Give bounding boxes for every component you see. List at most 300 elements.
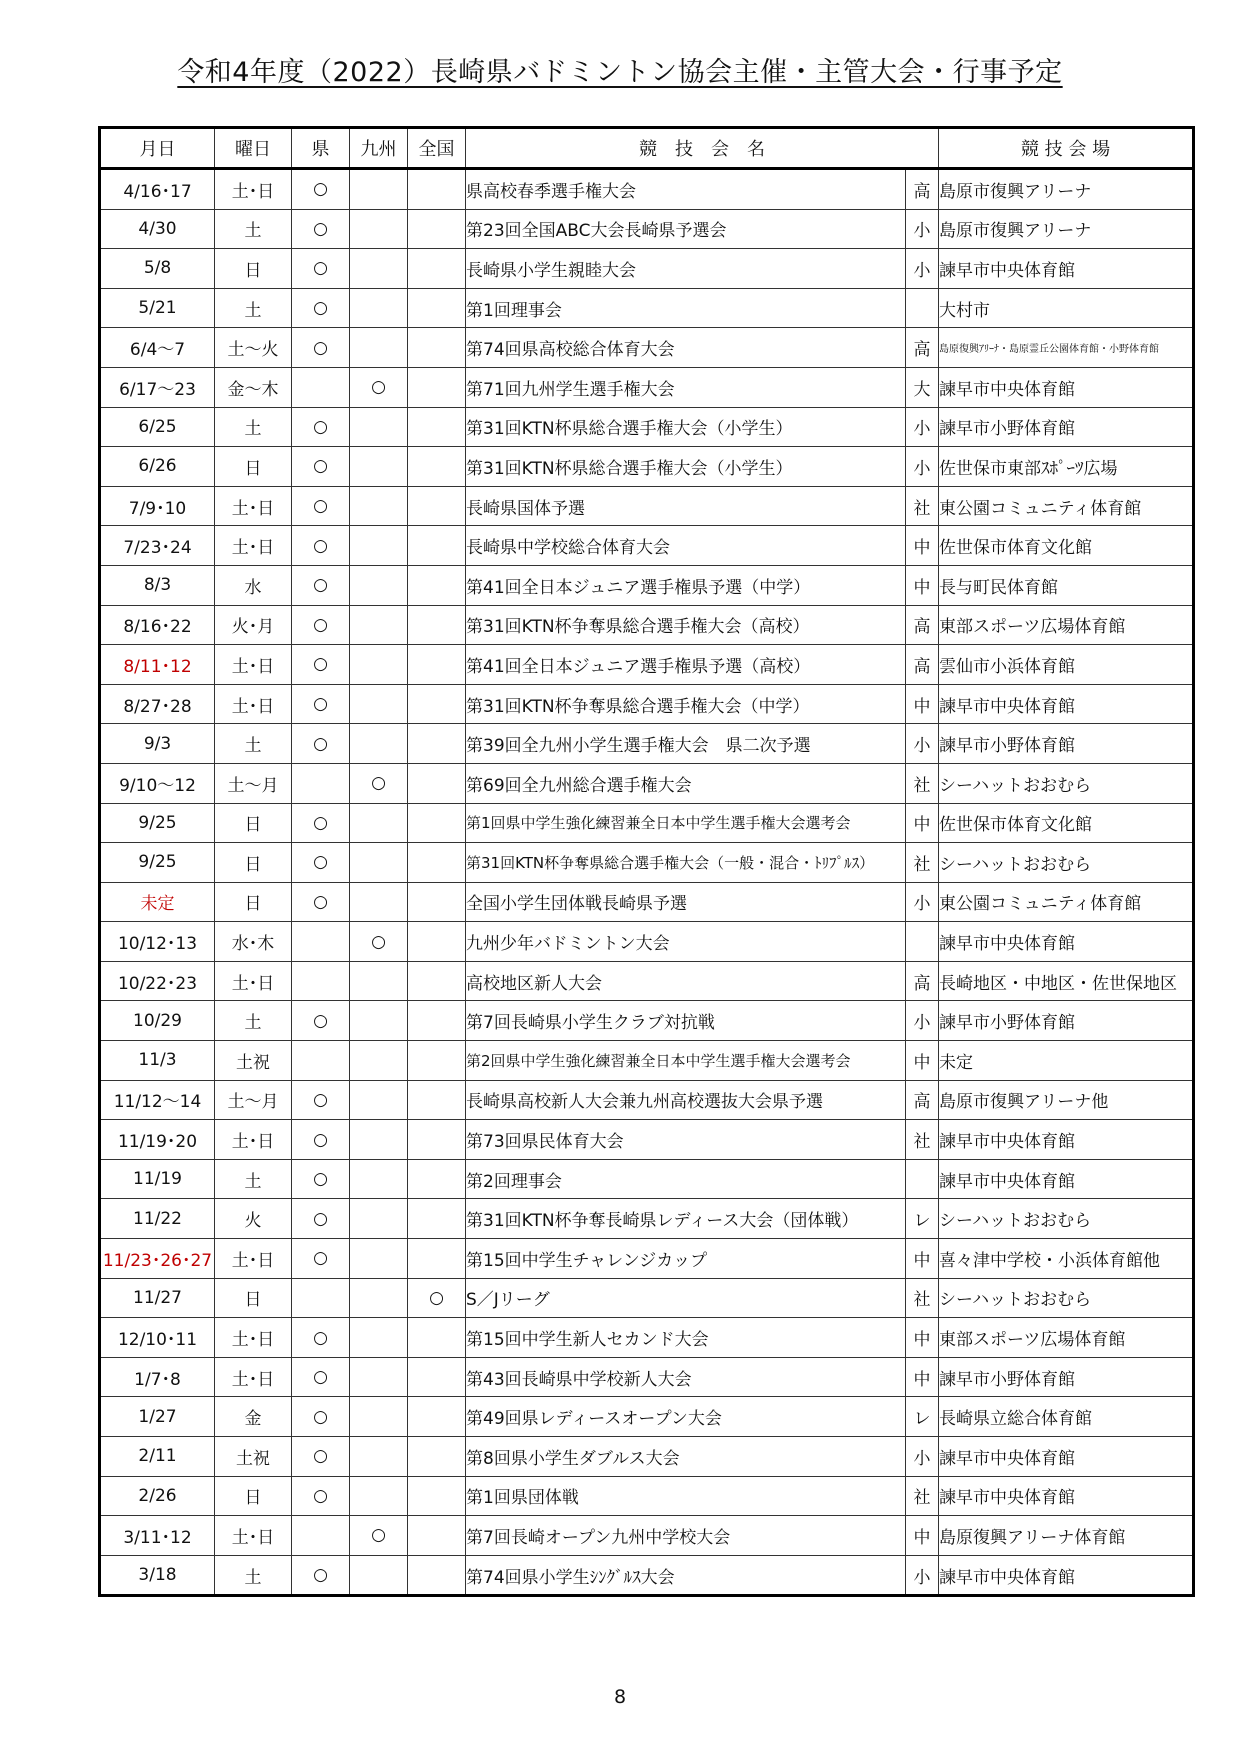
event-name: 第7回長崎オープン九州中学校大会 (466, 1516, 906, 1556)
venue-cell: 諫早市中央体育館 (939, 1476, 1194, 1516)
day-cell: 土〜火 (215, 328, 292, 368)
day-cell: 火 (215, 1199, 292, 1239)
ken-mark: ○ (292, 1199, 350, 1239)
table-row (100, 169, 1194, 210)
table-row (100, 1159, 1194, 1199)
date-cell: 5/8 (100, 249, 215, 289)
ken-mark: ○ (292, 724, 350, 764)
event-name: 長崎県高校新人大会兼九州高校選抜大会県予選 (466, 1080, 906, 1120)
zenkoku-mark (408, 961, 466, 1001)
ken-mark: ○ (292, 684, 350, 724)
ken-mark: ○ (292, 1001, 350, 1041)
ken-mark: ○ (292, 486, 350, 526)
date-cell: 6/17〜23 (100, 367, 215, 407)
venue-cell: 雲仙市小浜体育館 (939, 645, 1194, 685)
table-row (100, 1318, 1194, 1358)
event-name: 第41回全日本ジュニア選手権県予選（高校） (466, 645, 906, 685)
table-row (100, 328, 1194, 368)
date-cell: 9/25 (100, 803, 215, 843)
venue-cell: 東公園コミュニティ体育館 (939, 882, 1194, 922)
event-name: 第31回KTN杯争奪長崎県レディース大会（団体戦） (466, 1199, 906, 1239)
zenkoku-mark (408, 1516, 466, 1556)
venue-cell: シーハットおおむら (939, 1199, 1194, 1239)
kyushu-mark (350, 1080, 408, 1120)
kyushu-mark (350, 249, 408, 289)
category-cell: 高 (906, 169, 939, 210)
day-cell: 金〜木 (215, 367, 292, 407)
category-cell: 小 (906, 407, 939, 447)
day-cell: 水･木 (215, 922, 292, 962)
event-name: 第31回KTN杯争奪県総合選手権大会（一般・混合・ﾄﾘﾌﾟﾙｽ） (466, 843, 906, 883)
category-cell: 小 (906, 724, 939, 764)
ken-mark: ○ (292, 169, 350, 210)
event-name: 第2回理事会 (466, 1159, 906, 1199)
ken-mark: ○ (292, 1120, 350, 1160)
kyushu-mark (350, 328, 408, 368)
kyushu-mark (350, 843, 408, 883)
page-title-text: 令和4年度（2022）長崎県バドミントン協会主催・主管大会・行事予定 (177, 57, 1063, 88)
zenkoku-mark (408, 645, 466, 685)
date-cell: 11/19 (100, 1159, 215, 1199)
table-row (100, 1555, 1194, 1596)
zenkoku-mark (408, 169, 466, 210)
date-cell: 11/22 (100, 1199, 215, 1239)
day-cell: 土 (215, 724, 292, 764)
venue-cell: 大村市 (939, 288, 1194, 328)
event-name: 県高校春季選手権大会 (466, 169, 906, 210)
date-cell: 6/25 (100, 407, 215, 447)
category-cell: 中 (906, 803, 939, 843)
page-number: 8 (613, 1686, 627, 1708)
zenkoku-mark (408, 1357, 466, 1397)
zenkoku-mark (408, 1476, 466, 1516)
category-cell: レ (906, 1199, 939, 1239)
date-cell: 8/3 (100, 565, 215, 605)
day-cell: 土祝 (215, 1437, 292, 1477)
ken-mark (292, 961, 350, 1001)
header-kyushu: 九州 (350, 128, 408, 169)
table-row (100, 961, 1194, 1001)
venue-cell: 諫早市中央体育館 (939, 1120, 1194, 1160)
date-cell: 12/10･11 (100, 1318, 215, 1358)
day-cell: 土 (215, 1555, 292, 1596)
kyushu-mark (350, 447, 408, 487)
ken-mark: ○ (292, 565, 350, 605)
venue-cell: 諫早市小野体育館 (939, 1001, 1194, 1041)
kyushu-mark (350, 486, 408, 526)
kyushu-mark (350, 1239, 408, 1279)
date-cell: 11/23･26･27 (100, 1239, 215, 1279)
date-cell: 8/27･28 (100, 684, 215, 724)
kyushu-mark (350, 1437, 408, 1477)
date-cell: 8/16･22 (100, 605, 215, 645)
header-day: 曜日 (215, 128, 292, 169)
venue-cell: 東部スポーツ広場体育館 (939, 605, 1194, 645)
date-cell: 6/26 (100, 447, 215, 487)
venue-cell: シーハットおおむら (939, 763, 1194, 803)
table-row (100, 565, 1194, 605)
ken-mark: ○ (292, 288, 350, 328)
day-cell: 土･日 (215, 645, 292, 685)
table-row (100, 1476, 1194, 1516)
venue-cell: 島原復興アリーナ体育館 (939, 1516, 1194, 1556)
kyushu-mark (350, 1357, 408, 1397)
header-venue: 競 技 会 場 (939, 128, 1194, 169)
table-row (100, 843, 1194, 883)
venue-cell: 未定 (939, 1041, 1194, 1081)
kyushu-mark (350, 1001, 408, 1041)
venue-cell: 諫早市中央体育館 (939, 367, 1194, 407)
kyushu-mark (350, 1159, 408, 1199)
zenkoku-mark (408, 367, 466, 407)
day-cell: 土祝 (215, 1041, 292, 1081)
date-cell: 10/12･13 (100, 922, 215, 962)
table-row (100, 1120, 1194, 1160)
ken-mark: ○ (292, 1159, 350, 1199)
ken-mark: ○ (292, 1437, 350, 1477)
event-name: 第7回長崎県小学生クラブ対抗戦 (466, 1001, 906, 1041)
event-name: 第69回全九州総合選手権大会 (466, 763, 906, 803)
page-title (0, 50, 1240, 89)
ken-mark: ○ (292, 407, 350, 447)
date-cell: 11/3 (100, 1041, 215, 1081)
zenkoku-mark (408, 486, 466, 526)
date-cell: 2/11 (100, 1437, 215, 1477)
zenkoku-mark (408, 249, 466, 289)
venue-cell: 諫早市中央体育館 (939, 922, 1194, 962)
kyushu-mark: ○ (350, 763, 408, 803)
event-name: 高校地区新人大会 (466, 961, 906, 1001)
category-cell: 中 (906, 1516, 939, 1556)
event-name: 長崎県国体予選 (466, 486, 906, 526)
header-zenkoku: 全国 (408, 128, 466, 169)
day-cell: 火･月 (215, 605, 292, 645)
day-cell: 日 (215, 1278, 292, 1318)
date-cell: 1/7･8 (100, 1357, 215, 1397)
category-cell: 中 (906, 1318, 939, 1358)
table-row (100, 645, 1194, 685)
event-name: 第49回県レディースオープン大会 (466, 1397, 906, 1437)
event-name: 第74回県高校総合体育大会 (466, 328, 906, 368)
zenkoku-mark (408, 1120, 466, 1160)
category-cell: 社 (906, 1120, 939, 1160)
category-cell: 社 (906, 763, 939, 803)
table-row (100, 486, 1194, 526)
event-name: 第15回中学生チャレンジカップ (466, 1239, 906, 1279)
ken-mark: ○ (292, 645, 350, 685)
zenkoku-mark (408, 526, 466, 566)
zenkoku-mark (408, 288, 466, 328)
venue-cell: シーハットおおむら (939, 1278, 1194, 1318)
venue-cell: 島原市復興アリーナ (939, 169, 1194, 210)
venue-cell: 喜々津中学校・小浜体育館他 (939, 1239, 1194, 1279)
day-cell: 土･日 (215, 1357, 292, 1397)
category-cell: 社 (906, 486, 939, 526)
event-name: 第43回長崎県中学校新人大会 (466, 1357, 906, 1397)
day-cell: 日 (215, 843, 292, 883)
table-row (100, 249, 1194, 289)
table-row (100, 1041, 1194, 1081)
zenkoku-mark (408, 1041, 466, 1081)
event-name: 第15回中学生新人セカンド大会 (466, 1318, 906, 1358)
kyushu-mark (350, 605, 408, 645)
ken-mark: ○ (292, 1318, 350, 1358)
table-row (100, 922, 1194, 962)
day-cell: 土〜月 (215, 1080, 292, 1120)
kyushu-mark (350, 1318, 408, 1358)
table-row (100, 447, 1194, 487)
zenkoku-mark (408, 209, 466, 249)
category-cell (906, 288, 939, 328)
kyushu-mark (350, 645, 408, 685)
table-row (100, 1357, 1194, 1397)
venue-cell: 諫早市中央体育館 (939, 249, 1194, 289)
zenkoku-mark (408, 447, 466, 487)
kyushu-mark (350, 1199, 408, 1239)
event-name: 第31回KTN杯県総合選手権大会（小学生） (466, 407, 906, 447)
venue-cell: 長崎県立総合体育館 (939, 1397, 1194, 1437)
venue-cell: 諫早市中央体育館 (939, 684, 1194, 724)
date-cell: 11/19･20 (100, 1120, 215, 1160)
ken-mark: ○ (292, 1239, 350, 1279)
kyushu-mark (350, 565, 408, 605)
zenkoku-mark (408, 1199, 466, 1239)
table-row (100, 1239, 1194, 1279)
ken-mark: ○ (292, 1080, 350, 1120)
kyushu-mark: ○ (350, 367, 408, 407)
day-cell: 水 (215, 565, 292, 605)
day-cell: 日 (215, 1476, 292, 1516)
category-cell: 小 (906, 1437, 939, 1477)
event-name: 全国小学生団体戦長崎県予選 (466, 882, 906, 922)
venue-cell: 島原市復興アリーナ (939, 209, 1194, 249)
zenkoku-mark (408, 1437, 466, 1477)
category-cell: 小 (906, 882, 939, 922)
day-cell: 土･日 (215, 1239, 292, 1279)
day-cell: 土 (215, 288, 292, 328)
category-cell: 小 (906, 1001, 939, 1041)
venue-cell: 諫早市小野体育館 (939, 407, 1194, 447)
table-row (100, 1001, 1194, 1041)
table-row (100, 1080, 1194, 1120)
ken-mark (292, 763, 350, 803)
zenkoku-mark (408, 1397, 466, 1437)
category-cell: 社 (906, 1278, 939, 1318)
ken-mark: ○ (292, 1476, 350, 1516)
kyushu-mark (350, 1041, 408, 1081)
ken-mark: ○ (292, 1357, 350, 1397)
day-cell: 日 (215, 882, 292, 922)
category-cell: 小 (906, 249, 939, 289)
table-row (100, 882, 1194, 922)
table-row (100, 288, 1194, 328)
kyushu-mark (350, 526, 408, 566)
zenkoku-mark (408, 407, 466, 447)
category-cell: 中 (906, 684, 939, 724)
category-cell: 中 (906, 565, 939, 605)
zenkoku-mark (408, 605, 466, 645)
date-cell: 7/23･24 (100, 526, 215, 566)
kyushu-mark: ○ (350, 1516, 408, 1556)
ken-mark: ○ (292, 843, 350, 883)
ken-mark: ○ (292, 328, 350, 368)
event-name: 第1回県団体戦 (466, 1476, 906, 1516)
zenkoku-mark (408, 1159, 466, 1199)
zenkoku-mark (408, 684, 466, 724)
venue-cell: 佐世保市体育文化館 (939, 803, 1194, 843)
venue-cell: 佐世保市体育文化館 (939, 526, 1194, 566)
ken-mark: ○ (292, 605, 350, 645)
category-cell: 高 (906, 961, 939, 1001)
category-cell: 社 (906, 843, 939, 883)
event-name: 第8回県小学生ダブルス大会 (466, 1437, 906, 1477)
date-cell: 5/21 (100, 288, 215, 328)
category-cell: 高 (906, 645, 939, 685)
ken-mark: ○ (292, 882, 350, 922)
kyushu-mark (350, 1278, 408, 1318)
venue-cell: 長与町民体育館 (939, 565, 1194, 605)
venue-cell: 東公園コミュニティ体育館 (939, 486, 1194, 526)
zenkoku-mark (408, 1080, 466, 1120)
day-cell: 土･日 (215, 1516, 292, 1556)
table-row (100, 724, 1194, 764)
table-row (100, 684, 1194, 724)
date-cell: 6/4〜7 (100, 328, 215, 368)
date-cell: 9/25 (100, 843, 215, 883)
day-cell: 土･日 (215, 1318, 292, 1358)
day-cell: 日 (215, 249, 292, 289)
event-name: 九州少年バドミントン大会 (466, 922, 906, 962)
kyushu-mark (350, 209, 408, 249)
zenkoku-mark (408, 1239, 466, 1279)
date-cell: 未定 (100, 882, 215, 922)
venue-cell: 諫早市中央体育館 (939, 1437, 1194, 1477)
day-cell: 土･日 (215, 684, 292, 724)
zenkoku-mark (408, 803, 466, 843)
day-cell: 土･日 (215, 169, 292, 210)
date-cell: 2/26 (100, 1476, 215, 1516)
category-cell: 大 (906, 367, 939, 407)
date-cell: 7/9･10 (100, 486, 215, 526)
zenkoku-mark (408, 763, 466, 803)
event-name: 第31回KTN杯争奪県総合選手権大会（中学） (466, 684, 906, 724)
date-cell: 11/27 (100, 1278, 215, 1318)
table-row (100, 1278, 1194, 1318)
category-cell (906, 1159, 939, 1199)
day-cell: 土･日 (215, 526, 292, 566)
day-cell: 土･日 (215, 1120, 292, 1160)
zenkoku-mark (408, 724, 466, 764)
date-cell: 1/27 (100, 1397, 215, 1437)
category-cell: 小 (906, 1555, 939, 1596)
date-cell: 10/22･23 (100, 961, 215, 1001)
event-name: 第23回全国ABC大会長崎県予選会 (466, 209, 906, 249)
ken-mark (292, 367, 350, 407)
schedule-body (100, 169, 1194, 1596)
venue-cell: 佐世保市東部ｽﾎﾟｰﾂ広場 (939, 447, 1194, 487)
kyushu-mark (350, 1120, 408, 1160)
table-row (100, 1199, 1194, 1239)
table-row (100, 763, 1194, 803)
ken-mark: ○ (292, 209, 350, 249)
zenkoku-mark (408, 882, 466, 922)
ken-mark: ○ (292, 803, 350, 843)
day-cell: 日 (215, 803, 292, 843)
ken-mark: ○ (292, 249, 350, 289)
category-cell (906, 922, 939, 962)
event-name: 第41回全日本ジュニア選手権県予選（中学） (466, 565, 906, 605)
header-date: 月日 (100, 128, 215, 169)
event-name: 長崎県小学生親睦大会 (466, 249, 906, 289)
venue-cell: 島原市復興アリーナ他 (939, 1080, 1194, 1120)
day-cell: 土 (215, 1159, 292, 1199)
day-cell: 土〜月 (215, 763, 292, 803)
day-cell: 土 (215, 209, 292, 249)
event-name: 第31回KTN杯県総合選手権大会（小学生） (466, 447, 906, 487)
category-cell: 高 (906, 605, 939, 645)
venue-cell: 諫早市中央体育館 (939, 1555, 1194, 1596)
table-row (100, 605, 1194, 645)
table-row (100, 1516, 1194, 1556)
header-ken: 県 (292, 128, 350, 169)
table-row (100, 526, 1194, 566)
day-cell: 土 (215, 407, 292, 447)
venue-cell: 諫早市小野体育館 (939, 724, 1194, 764)
event-name: 第1回県中学生強化練習兼全日本中学生選手権大会選考会 (466, 803, 906, 843)
date-cell: 3/18 (100, 1555, 215, 1596)
day-cell: 日 (215, 447, 292, 487)
kyushu-mark (350, 1555, 408, 1596)
ken-mark: ○ (292, 526, 350, 566)
ken-mark (292, 1516, 350, 1556)
event-name: 第74回県小学生ｼﾝｸﾞﾙｽ大会 (466, 1555, 906, 1596)
table-row (100, 407, 1194, 447)
day-cell: 土･日 (215, 486, 292, 526)
zenkoku-mark: ○ (408, 1278, 466, 1318)
category-cell: レ (906, 1397, 939, 1437)
category-cell: 高 (906, 328, 939, 368)
kyushu-mark (350, 288, 408, 328)
date-cell: 9/3 (100, 724, 215, 764)
date-cell: 8/11･12 (100, 645, 215, 685)
ken-mark (292, 1278, 350, 1318)
ken-mark (292, 1041, 350, 1081)
venue-cell: 諫早市小野体育館 (939, 1357, 1194, 1397)
event-name: S／Jリーグ (466, 1278, 906, 1318)
category-cell: 中 (906, 1357, 939, 1397)
kyushu-mark: ○ (350, 922, 408, 962)
venue-cell: 長崎地区・中地区・佐世保地区 (939, 961, 1194, 1001)
zenkoku-mark (408, 1001, 466, 1041)
venue-cell: 島原復興ｱﾘｰﾅ・島原霊丘公園体育館・小野体育館 (939, 328, 1194, 368)
kyushu-mark (350, 882, 408, 922)
day-cell: 土･日 (215, 961, 292, 1001)
header-row (100, 128, 1194, 169)
kyushu-mark (350, 407, 408, 447)
kyushu-mark (350, 724, 408, 764)
venue-cell: 諫早市中央体育館 (939, 1159, 1194, 1199)
category-cell: 社 (906, 1476, 939, 1516)
zenkoku-mark (408, 565, 466, 605)
table-row (100, 209, 1194, 249)
event-name: 第2回県中学生強化練習兼全日本中学生選手権大会選考会 (466, 1041, 906, 1081)
table-row (100, 367, 1194, 407)
header-event-name: 競 技 会 名 (466, 128, 939, 169)
kyushu-mark (350, 1397, 408, 1437)
date-cell: 4/30 (100, 209, 215, 249)
kyushu-mark (350, 1476, 408, 1516)
venue-cell: シーハットおおむら (939, 843, 1194, 883)
